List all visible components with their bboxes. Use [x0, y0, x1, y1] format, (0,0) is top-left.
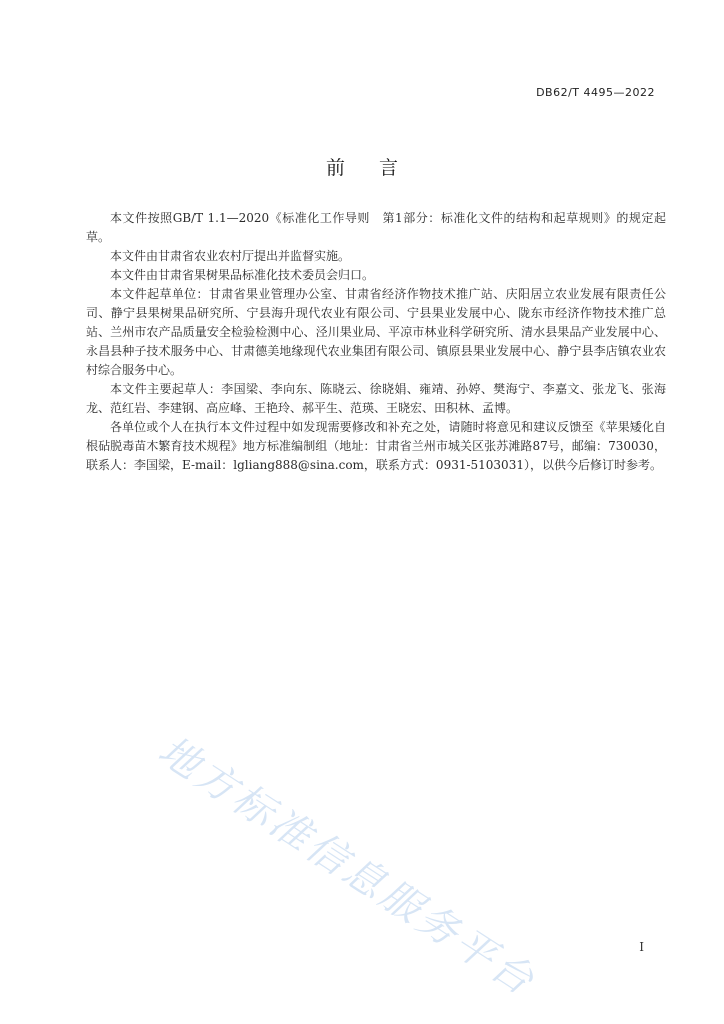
- paragraph-proposer: 本文件由甘肃省农业农村厅提出并监督实施。: [110, 249, 351, 263]
- paragraph-centralized-unit: 本文件由甘肃省果树果品标准化技术委员会归口。: [110, 268, 375, 282]
- paragraph-feedback-contact: 各单位或个人在执行本文件过程中如发现需要修改和补充之处，请随时将意见和建议反馈至《苹果矮化自根砧脱毒苗木繁育技术规程》地方标准编制组（地址：甘肃省兰州市城关区张苏滩路87号，邮编：730030，联系人：李国梁，E-mail：lgliang888@sina.com，联系方式：0931-5103031），以供今后修订时参考。: [86, 420, 666, 472]
- paragraph-drafting-rules: 本文件按照GB/T 1.1—2020《标准化工作导则 第1部分：标准化文件的结构和起草规则》的规定起草。: [86, 211, 666, 244]
- paragraph-drafters: 本文件主要起草人：李国梁、李向东、陈晓云、徐晓娟、雍靖、孙婷、樊海宁、李嘉文、张龙飞、张海龙、范红岩、李建钢、高应峰、王艳玲、郝平生、范瑛、王晓宏、田积林、孟博。: [86, 382, 666, 415]
- page-title: 前言: [325, 157, 432, 179]
- standard-code: DB62/T 4495—2022: [536, 86, 655, 99]
- watermark-text: 地方标准信息服务平台: [150, 727, 545, 1006]
- page-number: I: [639, 940, 644, 954]
- foreword-body: [86, 209, 666, 475]
- paragraph-drafting-organizations: 本文件起草单位：甘肃省果业管理办公室、甘肃省经济作物技术推广站、庆阳居立农业发展有限责任公司、静宁县果树果品研究所、宁县海升现代农业有限公司、宁县果业发展中心、陇东市经济作物技术推广总站、兰州市农产品质量安全检验检测中心、泾川果业局、平凉市林业科学研究所、清水县果品产业发展中心、永昌县种子技术服务中心、甘肃德美地缘现代农业集团有限公司、镇原县果业发展中心、静宁县李店镇农业农村综合服务中心。: [86, 287, 666, 377]
